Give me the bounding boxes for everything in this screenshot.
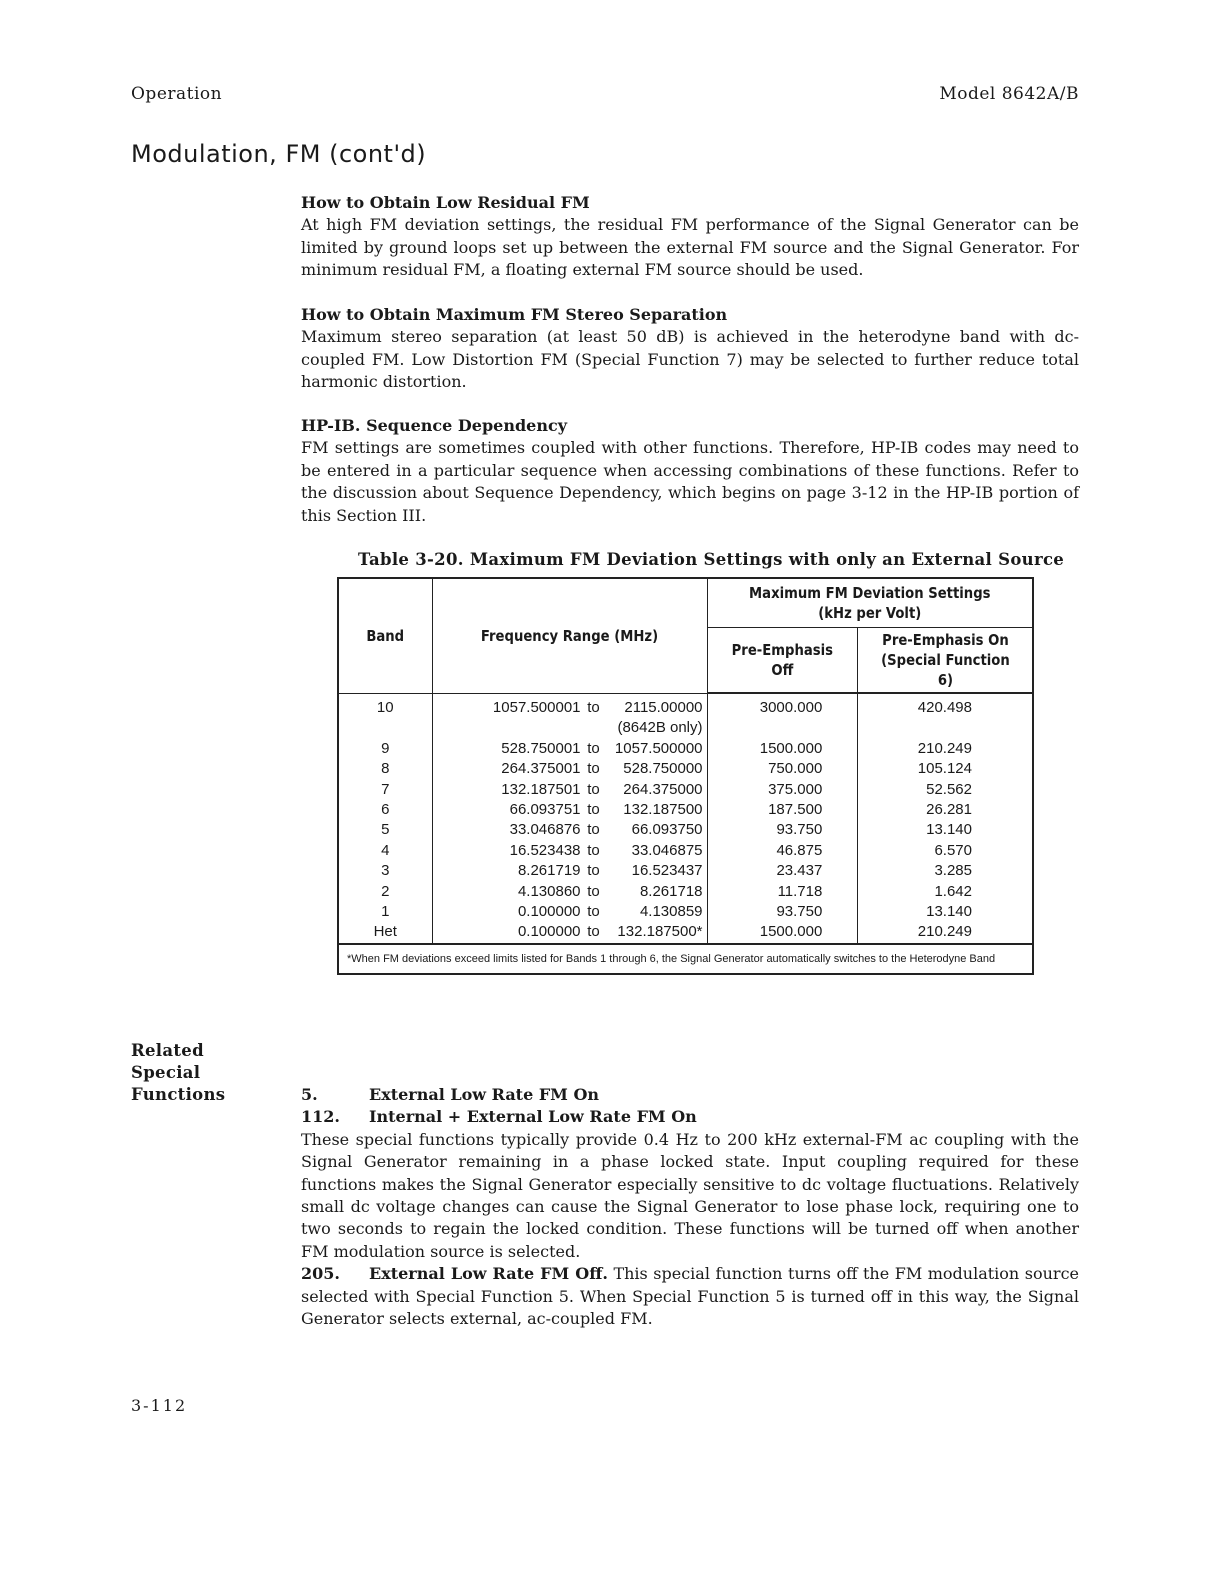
value-pre-emphasis-off: 375.000 bbox=[768, 780, 823, 798]
cell-range-note: (8642B only) bbox=[432, 718, 707, 738]
page-number: 3-112 bbox=[131, 1396, 188, 1415]
range-low: 132.187501 bbox=[501, 780, 581, 798]
function-title: External Low Rate FM On bbox=[369, 1085, 600, 1104]
table-row bbox=[338, 841, 1033, 861]
range-low: 33.046876 bbox=[509, 821, 581, 839]
range-high: 8.261718 bbox=[639, 882, 703, 900]
section-paragraph: Maximum stereo separation (at least 50 dB) is achieved in the heterodyne band with dc-coupled FM. Low Distortion FM (Special Function 7) may be selected to further reduce total harmonic distortion. bbox=[301, 327, 1079, 392]
value-pre-emphasis-off: 11.718 bbox=[777, 882, 823, 900]
label-line: Special bbox=[131, 1063, 201, 1082]
section-hpib-sequence bbox=[301, 415, 1079, 527]
cell-frequency-range bbox=[432, 922, 707, 943]
value-pre-emphasis-off: 93.750 bbox=[776, 821, 823, 839]
cell-band: 4 bbox=[338, 841, 432, 861]
cell-pre-emphasis-off bbox=[707, 739, 858, 759]
range-high: 66.093750 bbox=[631, 821, 703, 839]
cell-pre-emphasis-on: 420.498 bbox=[858, 693, 1033, 718]
range-high: 2115.00000 bbox=[624, 698, 703, 716]
function-title: External Low Rate FM Off. bbox=[369, 1264, 608, 1284]
range-to: to bbox=[587, 801, 600, 819]
section-paragraph: At high FM deviation settings, the residual FM performance of the Signal Generator can be limited by ground loops set up between the external FM source and the Signal Generator. For minimum residual FM, a floating external FM source should be used. bbox=[301, 215, 1079, 280]
range-high: 264.375000 bbox=[623, 780, 703, 798]
section-paragraph: FM settings are sometimes coupled with other functions. Therefore, HP-IB codes may need to be entered in a particular sequence when accessing combinations of these functions. Refer to the discussion about Sequence Dependency, which begins on page 3-12 in the HP-IB portion of this Section III. bbox=[301, 438, 1079, 525]
value-pre-emphasis-off: 1500.000 bbox=[759, 739, 823, 757]
cell-pre-emphasis-off bbox=[707, 693, 858, 718]
label-line: Related bbox=[131, 1041, 204, 1060]
fm-deviation-table bbox=[337, 577, 1034, 975]
value-pre-emphasis-off: 187.500 bbox=[768, 801, 823, 819]
col-header-max-deviation: Maximum FM Deviation Settings (kHz per Volt) bbox=[727, 578, 1014, 628]
range-high: 33.046875 bbox=[631, 841, 703, 859]
range-to: to bbox=[587, 923, 600, 941]
cell-pre-emphasis-on: 3.285 bbox=[858, 861, 1033, 881]
table-row bbox=[338, 800, 1033, 820]
cell-band: 7 bbox=[338, 780, 432, 800]
cell-frequency-range bbox=[432, 693, 707, 718]
header-model-label: Model 8642A/B bbox=[939, 84, 1079, 104]
cell-band: 1 bbox=[338, 902, 432, 922]
range-low: 4.130860 bbox=[517, 882, 581, 900]
cell-pre-emphasis-off bbox=[707, 882, 858, 902]
table-footnote: *When FM deviations exceed limits listed for Bands 1 through 6, the Signal Generator automatically switches to the Heterodyne Band bbox=[338, 944, 1033, 974]
range-to: to bbox=[587, 821, 600, 839]
range-to: to bbox=[587, 698, 600, 716]
cell-pre-emphasis-off bbox=[707, 861, 858, 881]
col-header-pre-emphasis-off: Pre-Emphasis Off bbox=[716, 628, 849, 694]
cell-pre-emphasis-off bbox=[707, 759, 858, 779]
cell-pre-emphasis-off bbox=[707, 780, 858, 800]
range-low: 528.750001 bbox=[501, 739, 581, 757]
cell-pre-emphasis-on: 6.570 bbox=[858, 841, 1033, 861]
range-low: 8.261719 bbox=[517, 862, 581, 880]
range-low: 1057.500001 bbox=[492, 698, 581, 716]
header-section-label: Operation bbox=[131, 84, 223, 104]
cell-band bbox=[338, 718, 432, 738]
cell-frequency-range bbox=[432, 759, 707, 779]
cell-frequency-range bbox=[432, 882, 707, 902]
range-low: 16.523438 bbox=[509, 841, 581, 859]
value-pre-emphasis-off: 93.750 bbox=[776, 903, 823, 921]
table-row bbox=[338, 882, 1033, 902]
range-to: to bbox=[587, 739, 600, 757]
value-pre-emphasis-off: 46.875 bbox=[776, 841, 823, 859]
cell-band: 5 bbox=[338, 820, 432, 840]
cell-band: 10 bbox=[338, 693, 432, 718]
cell-frequency-range bbox=[432, 739, 707, 759]
value-pre-emphasis-off: 750.000 bbox=[768, 760, 823, 778]
value-pre-emphasis-off: 23.437 bbox=[776, 862, 823, 880]
function-number: 205. bbox=[301, 1264, 340, 1284]
range-to: to bbox=[587, 780, 600, 798]
table-row bbox=[338, 693, 1033, 718]
cell-pre-emphasis-on bbox=[858, 718, 1033, 738]
related-special-functions-label bbox=[131, 1040, 225, 1106]
function-title: Internal + External Low Rate FM On bbox=[369, 1107, 697, 1127]
cell-pre-emphasis-on: 105.124 bbox=[858, 759, 1033, 779]
cell-frequency-range bbox=[432, 820, 707, 840]
range-high: 528.750000 bbox=[623, 760, 703, 778]
cell-pre-emphasis-on: 52.562 bbox=[858, 780, 1033, 800]
cell-pre-emphasis-on: 13.140 bbox=[858, 820, 1033, 840]
value-pre-emphasis-off: 1500.000 bbox=[759, 923, 823, 941]
range-to: to bbox=[587, 903, 600, 921]
cell-pre-emphasis-on: 1.642 bbox=[858, 882, 1033, 902]
function-number: 5. bbox=[301, 1085, 318, 1104]
table-row bbox=[338, 739, 1033, 759]
range-to: to bbox=[587, 882, 600, 900]
table-row bbox=[338, 718, 1033, 738]
section-heading: How to Obtain Maximum FM Stereo Separation bbox=[301, 305, 728, 324]
cell-pre-emphasis-off bbox=[707, 718, 858, 738]
range-high: 132.187500* bbox=[617, 923, 703, 941]
table-row bbox=[338, 861, 1033, 881]
range-low: 264.375001 bbox=[501, 760, 581, 778]
col-header-frequency-range: Frequency Range (MHz) bbox=[449, 578, 691, 693]
cell-frequency-range bbox=[432, 841, 707, 861]
range-high: 1057.500000 bbox=[614, 739, 703, 757]
value-pre-emphasis-off: 3000.000 bbox=[759, 699, 823, 716]
range-low: 0.100000 bbox=[517, 923, 581, 941]
col-header-pre-emphasis-on: Pre-Emphasis On (Special Function 6) bbox=[868, 628, 1022, 694]
range-to: to bbox=[587, 862, 600, 880]
table-row bbox=[338, 922, 1033, 943]
col-header-band: Band bbox=[344, 578, 427, 693]
cell-pre-emphasis-on: 26.281 bbox=[858, 800, 1033, 820]
section-low-residual-fm bbox=[301, 192, 1079, 282]
table-row bbox=[338, 780, 1033, 800]
cell-pre-emphasis-on: 210.249 bbox=[858, 739, 1033, 759]
range-high: 4.130859 bbox=[639, 903, 703, 921]
range-high: 16.523437 bbox=[631, 862, 703, 880]
table-row bbox=[338, 820, 1033, 840]
range-low: 66.093751 bbox=[509, 801, 581, 819]
range-low: 0.100000 bbox=[517, 903, 581, 921]
range-high: 132.187500 bbox=[623, 801, 703, 819]
cell-pre-emphasis-off bbox=[707, 800, 858, 820]
cell-frequency-range bbox=[432, 800, 707, 820]
cell-band: 3 bbox=[338, 861, 432, 881]
cell-pre-emphasis-off bbox=[707, 902, 858, 922]
table-row bbox=[338, 902, 1033, 922]
functions-description: These special functions typically provide 0.4 Hz to 200 kHz external-FM ac coupling with the Signal Generator remaining in a phase locked state. Input coupling required for these functions makes the Signal Generator especially sensitive to dc voltage fluctuations. Relatively small dc voltage changes can cause the Signal Generator to lose phase lock, requiring one to two seconds to regain the locked condition. These functions will be turned off when another FM modulation source is selected. bbox=[301, 1129, 1079, 1261]
cell-pre-emphasis-off bbox=[707, 922, 858, 943]
related-functions-body bbox=[301, 1084, 1079, 1330]
cell-band: 2 bbox=[338, 882, 432, 902]
table-caption: Table 3-20. Maximum FM Deviation Settings with only an External Source bbox=[358, 550, 1065, 569]
page-title: Modulation, FM (cont'd) bbox=[131, 140, 427, 168]
cell-pre-emphasis-on: 210.249 bbox=[858, 922, 1033, 943]
cell-frequency-range bbox=[432, 902, 707, 922]
table-row bbox=[338, 759, 1033, 779]
cell-band: 8 bbox=[338, 759, 432, 779]
section-heading: HP-IB. Sequence Dependency bbox=[301, 416, 568, 435]
function-number: 112. bbox=[301, 1107, 340, 1127]
label-line: Functions bbox=[131, 1085, 226, 1104]
cell-band: 6 bbox=[338, 800, 432, 820]
cell-frequency-range bbox=[432, 861, 707, 881]
cell-band: Het bbox=[338, 922, 432, 943]
cell-pre-emphasis-off bbox=[707, 841, 858, 861]
cell-frequency-range bbox=[432, 780, 707, 800]
special-function-112 bbox=[301, 1106, 1079, 1128]
section-stereo-separation bbox=[301, 304, 1079, 394]
section-heading: How to Obtain Low Residual FM bbox=[301, 193, 590, 212]
range-to: to bbox=[587, 841, 600, 859]
function-description: This special function turns off the FM modulation source selected with Special Function 5. When Special Function 5 is turned off in this way, the Signal Generator selects external, ac-coupled FM. bbox=[301, 1264, 1080, 1329]
special-function-5 bbox=[301, 1084, 1079, 1106]
range-to: to bbox=[587, 760, 600, 778]
special-function-205 bbox=[301, 1263, 1079, 1330]
cell-pre-emphasis-off bbox=[707, 820, 858, 840]
cell-pre-emphasis-on: 13.140 bbox=[858, 902, 1033, 922]
cell-band: 9 bbox=[338, 739, 432, 759]
